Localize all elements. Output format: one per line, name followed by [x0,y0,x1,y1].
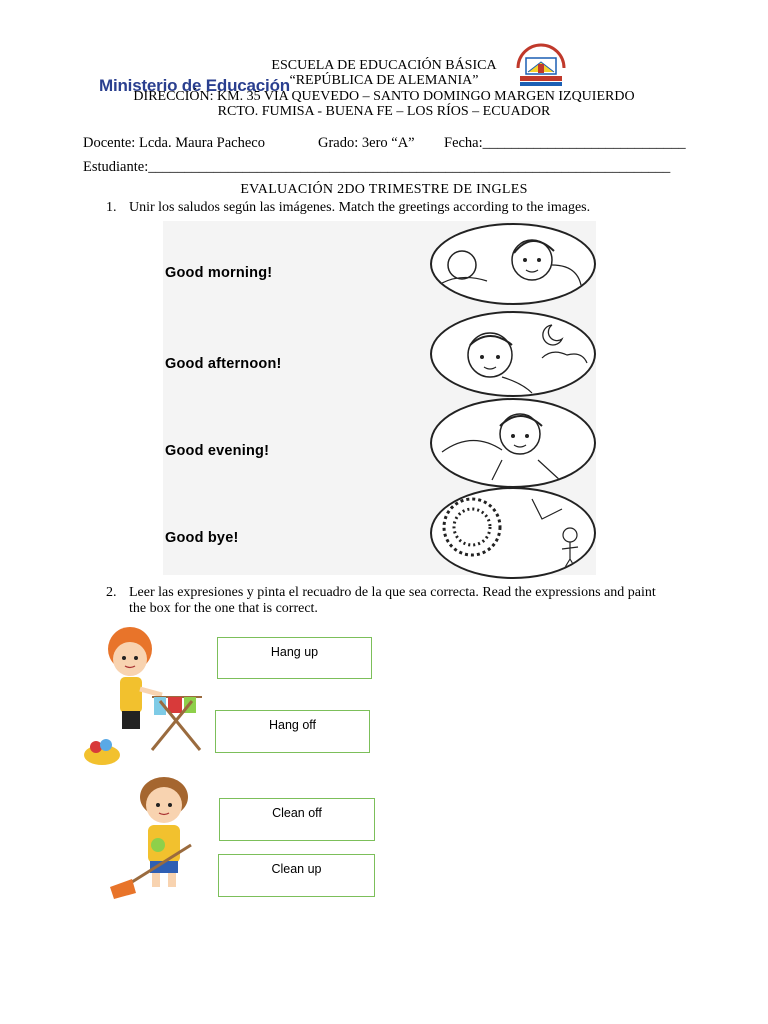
school-subname: “REPÚBLICA DE ALEMANIA” [289,73,479,88]
question-2 [106,585,726,619]
school-location: RCTO. FUMISA - BUENA FE – LOS RÍOS – ECUADOR [217,104,551,119]
question-text: Unir los saludos según las imágenes. Match the greetings according to the images. [129,200,591,215]
school-name: ESCUELA DE EDUCACIÓN BÁSICA [271,58,497,73]
estudiante-field[interactable]: Estudiante:________________________________________________________________________ [83,159,671,175]
greeting-afternoon: Good afternoon! [165,356,282,372]
school-address: DIRECCIÓN: KM. 35 VIA QUEVEDO – SANTO DOMINGO MARGEN IZQUIERDO [133,89,635,104]
option-clean-off-box[interactable]: Clean off [219,798,375,841]
boy-sweeping-illustration [106,775,201,900]
question-text-line1: Leer las expresiones y pinta el recuadro de la que sea correcta. Read the expressions and paint [129,585,656,600]
afternoon-illustration [430,311,596,397]
question-number: 1. [106,200,117,215]
docente-label: Docente: Lcda. Maura Pacheco [83,135,265,151]
option-clean-up-box[interactable]: Clean up [218,854,375,897]
grado-label: Grado: 3ero “A” [318,135,415,151]
evening-illustration [430,398,596,488]
option-hang-off-box[interactable]: Hang off [215,710,370,753]
greeting-bye: Good bye! [165,530,239,546]
greeting-evening: Good evening! [165,443,270,459]
fecha-field[interactable]: Fecha:____________________________ [444,135,686,151]
bye-illustration [430,487,596,579]
question-number: 2. [106,585,117,600]
morning-illustration [430,223,596,305]
greeting-morning: Good morning! [165,265,273,281]
page-title: EVALUACIÓN 2DO TRIMESTRE DE INGLES [240,182,528,197]
girl-hanging-clothes-illustration [82,625,207,770]
ministerio-logo: Ministerio de Educación [99,76,290,95]
question-text-line2: the box for the one that is correct. [129,601,318,616]
question-1 [106,200,726,216]
option-hang-up-box[interactable]: Hang up [217,637,372,679]
